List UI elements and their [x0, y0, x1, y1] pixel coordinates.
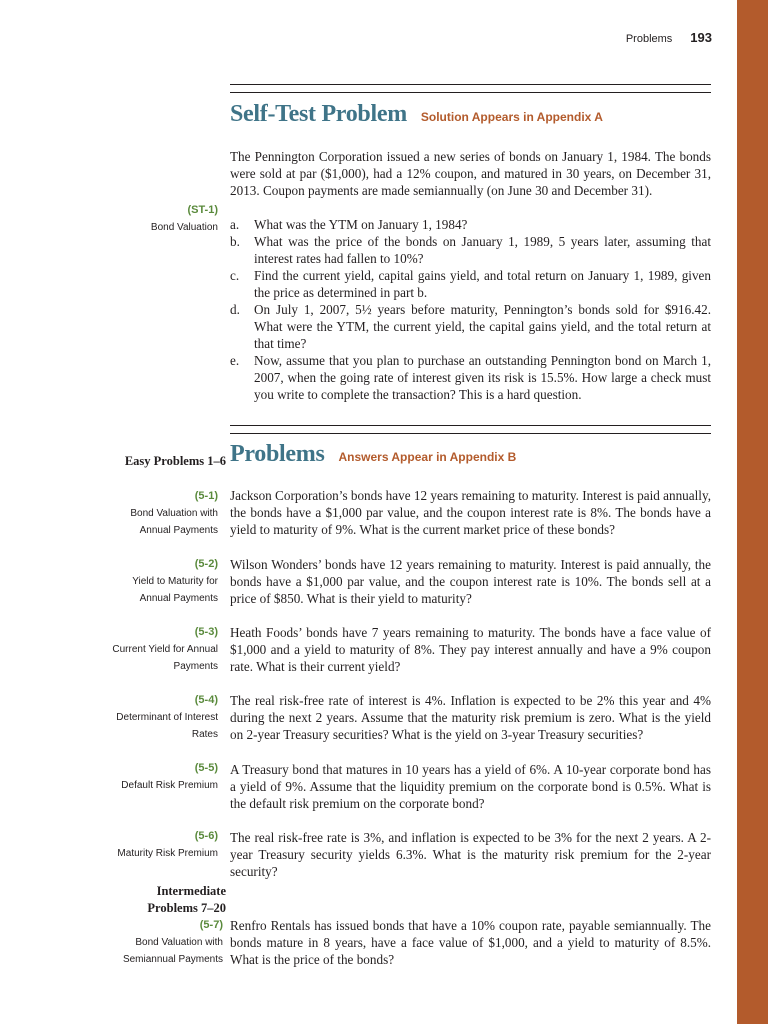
self-test-item: d. On July 1, 2007, 5½ years before maturity, Pennington’s bonds sold for $916.42. What were the YTM, the current yield, the capital gains yield, and the total return at that time?	[230, 302, 711, 351]
problem-text: The real risk-free rate is 3%, and inflation is expected to be 3% for the next 2 years. A 2-year Treasury security yields 6.3%. What is the maturity risk premium for the 2-year security?	[230, 830, 711, 879]
problem-text: Heath Foods’ bonds have 7 years remaining to maturity. The bonds have a face value of $1,000 and a yield to maturity of 8%. They pay interest annually and have a 9% coupon rate. What is their current yield?	[230, 625, 711, 674]
section-rule-bottom	[230, 433, 711, 434]
self-test-subtitle: Solution Appears in Appendix A	[420, 110, 603, 124]
self-test-margin-tag	[78, 202, 218, 236]
problem-margin-tag: (5-3) Current Yield for Annual Payments	[112, 626, 218, 672]
self-test-tag: Bond Valuation	[150, 222, 218, 233]
page-number: 193	[690, 30, 712, 45]
chapter-edge-bar	[737, 0, 768, 1024]
intermediate-problems-label: Intermediate Problems 7–20	[147, 884, 226, 915]
problem-margin-tag: (5-5) Default Risk Premium	[121, 762, 218, 791]
self-test-item: b. What was the price of the bonds on January 1, 1989, 5 years later, assuming that interest rates had fallen to 10%?	[230, 234, 711, 266]
section-rule-top	[230, 425, 711, 426]
self-test-title: Self-Test Problem	[230, 101, 407, 127]
problem-text: A Treasury bond that matures in 10 years has a yield of 6%. A 10-year corporate bond has a yield of 9%. Assume that the liquidity premium on the corporate bond is 0.5%. What is the default risk premium on the corporate bond?	[230, 762, 711, 811]
self-test-number: (ST-1)	[187, 204, 218, 216]
problem-text: Wilson Wonders’ bonds have 12 years remaining to maturity. Interest is paid annually, the bonds have a $1,000 par value, and the coupon interest rate is 10%. The bonds sell at a price of $850. What is their yield to maturity?	[230, 557, 711, 606]
problem-margin-tag: (5-6) Maturity Risk Premium	[117, 830, 218, 859]
self-test-item: a. What was the YTM on January 1, 1984?	[230, 217, 468, 232]
problem-margin-tag: (5-7) Bond Valuation with Semiannual Payments	[122, 919, 223, 965]
easy-problems-label: Easy Problems 1–6	[124, 454, 226, 468]
running-head-section: Problems	[625, 33, 673, 45]
problems-title: Problems	[230, 441, 325, 467]
problems-heading	[230, 441, 516, 468]
problem-margin-tag: (5-1) Bond Valuation with Annual Payments	[130, 490, 218, 536]
self-test-item: c. Find the current yield, capital gains yield, and total return on January 1, 1989, given the price as determined in part b.	[230, 268, 711, 300]
problem-text: Renfro Rentals has issued bonds that have a 10% coupon rate, payable semiannually. The bonds mature in 8 years, have a face value of $1,000, and a yield to maturity of 8.5%. What is the price of the bonds?	[230, 918, 711, 967]
self-test-intro: The Pennington Corporation issued a new series of bonds on January 1, 1984. The bonds were sold at par ($1,000), had a 12% coupon, and matured in 30 years, on December 31, 2013. Coupon payments are made semiannually (on June 30 and December 31).	[230, 149, 711, 198]
problem-text: The real risk-free rate of interest is 4%. Inflation is expected to be 2% this year and 4% during the next 2 years. Assume that the maturity risk premium is zero. What is the yield on 2-year Treasury securities? What is the yield on 3-year Treasury securities?	[230, 693, 711, 742]
running-head	[626, 30, 712, 45]
problems-subtitle: Answers Appear in Appendix B	[338, 450, 517, 464]
self-test-item: e. Now, assume that you plan to purchase an outstanding Pennington bond on March 1, 2007, when the going rate of interest given its risk is 15.5%. How large a check must you write to complete the transaction? This is a hard question.	[230, 353, 711, 402]
problem-margin-tag: (5-2) Yield to Maturity for Annual Payments	[132, 558, 218, 604]
section-rule-top	[230, 84, 711, 85]
problem-text: Jackson Corporation’s bonds have 12 years remaining to maturity. Interest is paid annually, the bonds have a $1,000 par value, and the coupon interest rate is 8%. The bonds have a yield to maturity of 9%. What is the current market price of these bonds?	[230, 488, 711, 537]
problem-margin-tag: (5-4) Determinant of Interest Rates	[116, 694, 218, 740]
section-rule-bottom	[230, 92, 711, 93]
self-test-heading	[230, 101, 603, 128]
